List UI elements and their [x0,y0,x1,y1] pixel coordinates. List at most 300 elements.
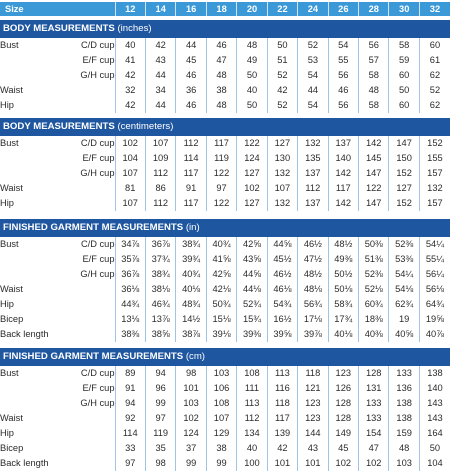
row-sublabel: G/H cup [80,398,115,408]
value-cell: 147 [359,196,389,211]
row-label: Waist [0,183,23,193]
value-cell: 40⅞ [419,327,450,342]
measurement-row [0,196,450,211]
measurement-row [0,366,450,381]
value-cell: 37 [176,441,206,456]
value-cell: 50½ [328,267,358,282]
value-cell: 46 [328,83,358,98]
value-cell: 47 [206,53,236,68]
value-cell: 42⅝ [237,237,267,252]
value-cell: 43 [298,441,328,456]
value-cell: 39⅝ [267,327,297,342]
finished-garment-measurements-cm [0,348,450,471]
value-cell: 50 [267,38,297,53]
value-cell: 140 [328,151,358,166]
value-cell: 36 [176,83,206,98]
value-cell: 147 [359,166,389,181]
value-cell: 121 [298,381,328,396]
row-label: Hip [0,428,14,438]
value-cell: 107 [145,136,175,151]
value-cell: 94 [115,396,145,411]
value-cell: 99 [206,456,236,471]
value-cell: 109 [145,151,175,166]
value-cell: 42 [267,83,297,98]
value-cell: 15⅛ [206,312,236,327]
value-cell: 55¼ [419,252,450,267]
row-sublabel: E/F cup [82,55,115,65]
value-cell: 102 [359,456,389,471]
value-cell: 117 [328,181,358,196]
value-cell: 44 [176,38,206,53]
value-cell: 91 [176,181,206,196]
value-cell: 92 [115,411,145,426]
value-cell: 138 [419,366,450,381]
value-cell: 135 [298,151,328,166]
section-title-cell [0,348,450,366]
value-cell: 122 [206,166,236,181]
value-cell: 44⅝ [237,267,267,282]
value-cell: 57 [359,53,389,68]
value-cell: 98 [176,366,206,381]
value-cell: 56 [328,98,358,113]
value-cell: 36⅞ [145,237,175,252]
value-cell: 44 [298,83,328,98]
row-sublabel [63,98,115,113]
value-cell: 97 [115,456,145,471]
value-cell: 48 [389,441,419,456]
measurement-row [0,83,450,98]
row-sublabel: E/F cup [82,153,115,163]
measurement-row [0,327,450,342]
measurement-row [0,282,450,297]
value-cell: 53⅜ [389,252,419,267]
value-cell: 142 [328,166,358,181]
value-cell: 54 [298,68,328,83]
value-cell: 33 [115,441,145,456]
value-cell: 143 [419,411,450,426]
value-cell: 137 [328,136,358,151]
row-label [0,166,63,181]
section-title-cell [0,118,450,136]
measurement-row [0,411,450,426]
value-cell: 40⅛ [328,327,358,342]
value-cell: 50 [237,68,267,83]
value-cell: 34⅞ [115,237,145,252]
row-label: Hip [0,198,14,208]
row-label [0,381,63,396]
value-cell: 101 [298,456,328,471]
value-cell: 107 [115,166,145,181]
value-cell: 54¼ [389,267,419,282]
row-label: Hip [0,100,14,110]
value-cell: 119 [145,426,175,441]
value-cell: 56 [328,68,358,83]
value-cell: 58 [359,68,389,83]
value-cell: 36⅛ [115,282,145,297]
row-sublabel [63,456,115,471]
value-cell: 52 [419,83,450,98]
value-cell: 152 [389,166,419,181]
value-cell: 127 [237,196,267,211]
section-title-cell [0,20,450,38]
value-cell: 164 [419,426,450,441]
value-cell: 45 [176,53,206,68]
value-cell: 99 [145,396,175,411]
value-cell: 38⅛ [145,282,175,297]
section-unit: (centimeters) [117,121,174,132]
value-cell: 19⅝ [419,312,450,327]
measurement-row [0,166,450,181]
value-cell: 44 [145,98,175,113]
value-cell: 40 [237,441,267,456]
value-cell: 149 [328,426,358,441]
value-cell: 132 [267,166,297,181]
value-cell: 42⅛ [206,282,236,297]
row-label: Back length [0,329,49,339]
value-cell: 103 [176,396,206,411]
value-cell: 131 [359,381,389,396]
value-cell: 50⅜ [359,237,389,252]
value-cell: 52⅜ [389,237,419,252]
value-cell: 62 [419,98,450,113]
value-cell: 48⅛ [298,282,328,297]
value-cell: 129 [206,426,236,441]
value-cell: 118 [298,366,328,381]
value-cell: 128 [359,366,389,381]
row-label [0,252,63,267]
value-cell: 39⅜ [237,327,267,342]
value-cell: 58 [359,98,389,113]
value-cell: 45½ [267,252,297,267]
value-cell: 122 [237,136,267,151]
row-label: Back length [0,458,49,468]
value-cell: 38 [206,83,236,98]
row-sublabel [63,282,115,297]
value-cell: 36⅞ [115,267,145,282]
row-label: Waist [0,85,23,95]
value-cell: 52 [298,38,328,53]
value-cell: 132 [298,136,328,151]
measurement-row [0,381,450,396]
row-label: Waist [0,284,23,294]
size-26: 26 [328,2,358,16]
value-cell: 62 [419,68,450,83]
value-cell: 157 [419,166,450,181]
measurement-row [0,38,450,53]
value-cell: 54¾ [267,297,297,312]
value-cell: 44¾ [115,297,145,312]
body-measurements-inches [0,20,450,113]
value-cell: 61 [419,53,450,68]
value-cell: 48½ [328,237,358,252]
value-cell: 42⅝ [206,267,236,282]
value-cell: 102 [176,411,206,426]
value-cell: 112 [298,181,328,196]
value-cell: 123 [298,411,328,426]
value-cell: 89 [115,366,145,381]
value-cell: 114 [115,426,145,441]
value-cell: 155 [419,151,450,166]
row-label [0,396,63,411]
value-cell: 15¾ [237,312,267,327]
value-cell: 56⅛ [419,282,450,297]
value-cell: 147 [389,136,419,151]
value-cell: 104 [115,151,145,166]
value-cell: 119 [206,151,236,166]
value-cell: 38¾ [176,237,206,252]
section-title-cell [0,219,450,237]
value-cell: 51 [267,53,297,68]
value-cell: 56 [359,38,389,53]
value-cell: 136 [389,381,419,396]
value-cell: 127 [389,181,419,196]
value-cell: 100 [237,456,267,471]
row-sublabel: C/D cup [80,40,115,50]
value-cell: 50 [237,98,267,113]
value-cell: 111 [237,381,267,396]
size-header-table [0,2,450,16]
value-cell: 40 [115,38,145,53]
value-cell: 145 [359,151,389,166]
value-cell: 52⅜ [359,267,389,282]
value-cell: 46½ [298,237,328,252]
value-cell: 38⅝ [145,327,175,342]
value-cell: 133 [359,411,389,426]
value-cell: 142 [359,136,389,151]
value-cell: 46 [176,98,206,113]
value-cell: 40¾ [176,267,206,282]
value-cell: 132 [419,181,450,196]
value-cell: 103 [389,456,419,471]
row-sublabel [63,327,115,342]
value-cell: 113 [237,396,267,411]
value-cell: 123 [298,396,328,411]
value-cell: 38¾ [145,267,175,282]
value-cell: 60 [389,68,419,83]
section-title: BODY MEASUREMENTS [3,121,115,132]
measurement-row [0,136,450,151]
row-sublabel [63,196,115,211]
value-cell: 13⅞ [145,312,175,327]
value-cell: 130 [267,151,297,166]
value-cell: 108 [206,396,236,411]
measurement-row [0,456,450,471]
value-cell: 47½ [298,252,328,267]
row-label: Bicep [0,443,24,453]
value-cell: 126 [328,381,358,396]
value-cell: 51⅜ [359,252,389,267]
value-cell: 102 [115,136,145,151]
value-cell: 139 [267,426,297,441]
row-sublabel: G/H cup [80,70,115,80]
row-sublabel: G/H cup [80,168,115,178]
value-cell: 133 [359,396,389,411]
row-label: Bust [0,138,19,148]
body-measurements-cm [0,118,450,211]
value-cell: 39⅞ [298,327,328,342]
value-cell: 54 [328,38,358,53]
value-cell: 138 [389,411,419,426]
value-cell: 107 [206,411,236,426]
value-cell: 117 [206,136,236,151]
value-cell: 48 [237,38,267,53]
size-14: 14 [145,2,175,16]
row-label: Bicep [0,314,24,324]
row-sublabel [63,441,115,456]
measurement-row [0,151,450,166]
value-cell: 39¾ [176,252,206,267]
value-cell: 127 [237,166,267,181]
value-cell: 124 [237,151,267,166]
value-cell: 133 [389,366,419,381]
value-cell: 122 [206,196,236,211]
row-sublabel: E/F cup [82,254,115,264]
value-cell: 58 [389,38,419,53]
section-title: BODY MEASUREMENTS [3,23,115,34]
value-cell: 59 [389,53,419,68]
value-cell: 86 [145,181,175,196]
measurement-row [0,396,450,411]
value-cell: 42 [115,68,145,83]
size-12: 12 [115,2,145,16]
value-cell: 32 [115,83,145,98]
value-cell: 112 [176,136,206,151]
size-32: 32 [419,2,450,16]
value-cell: 54¼ [419,237,450,252]
value-cell: 14½ [176,312,206,327]
measurement-row [0,312,450,327]
value-cell: 46¾ [145,297,175,312]
value-cell: 40⅝ [389,327,419,342]
row-sublabel: C/D cup [80,239,115,249]
value-cell: 124 [176,426,206,441]
value-cell: 42 [145,38,175,53]
finished-garment-measurements-in [0,219,450,342]
measurement-row [0,98,450,113]
row-label: Bust [0,40,19,50]
value-cell: 127 [267,136,297,151]
value-cell: 114 [176,151,206,166]
value-cell: 142 [328,196,358,211]
value-cell: 38⅞ [176,327,206,342]
value-cell: 41⅝ [206,252,236,267]
value-cell: 97 [206,181,236,196]
value-cell: 42 [267,441,297,456]
value-cell: 50 [389,83,419,98]
value-cell: 38 [206,441,236,456]
value-cell: 52⅛ [359,282,389,297]
value-cell: 117 [176,196,206,211]
row-sublabel [63,312,115,327]
value-cell: 103 [206,366,236,381]
measurement-row [0,181,450,196]
row-sublabel [63,411,115,426]
row-label: Bust [0,239,19,249]
value-cell: 143 [419,396,450,411]
value-cell: 60 [389,98,419,113]
value-cell: 58¾ [328,297,358,312]
size-24: 24 [298,2,328,16]
value-cell: 140 [419,381,450,396]
section-unit: (cm) [185,351,206,362]
value-cell: 62¾ [389,297,419,312]
value-cell: 37¾ [145,252,175,267]
value-cell: 118 [267,396,297,411]
value-cell: 152 [419,136,450,151]
value-cell: 97 [145,411,175,426]
row-sublabel [63,83,115,98]
section-title: FINISHED GARMENT MEASUREMENTS [3,222,184,233]
measurement-row [0,297,450,312]
value-cell: 43 [145,53,175,68]
row-sublabel [63,426,115,441]
value-cell: 13⅛ [115,312,145,327]
value-cell: 117 [267,411,297,426]
value-cell: 108 [237,366,267,381]
value-cell: 18⅜ [359,312,389,327]
value-cell: 53 [298,53,328,68]
value-cell: 102 [237,181,267,196]
value-cell: 128 [328,396,358,411]
measurement-row [0,426,450,441]
value-cell: 52 [267,68,297,83]
value-cell: 157 [419,196,450,211]
row-sublabel: C/D cup [80,138,115,148]
value-cell: 132 [267,196,297,211]
value-cell: 46 [176,68,206,83]
value-cell: 35 [145,441,175,456]
row-label [0,151,63,166]
row-sublabel: G/H cup [80,269,115,279]
measurement-row [0,267,450,282]
value-cell: 54 [298,98,328,113]
value-cell: 48¾ [176,297,206,312]
value-cell: 137 [298,166,328,181]
value-cell: 46⅛ [267,282,297,297]
value-cell: 60 [419,38,450,53]
row-label: Waist [0,413,23,423]
value-cell: 16½ [267,312,297,327]
value-cell: 50¾ [206,297,236,312]
value-cell: 17⅛ [298,312,328,327]
value-cell: 19 [389,312,419,327]
row-sublabel: E/F cup [82,383,115,393]
value-cell: 112 [237,411,267,426]
value-cell: 152 [389,196,419,211]
size-22: 22 [267,2,297,16]
value-cell: 47 [359,441,389,456]
value-cell: 144 [298,426,328,441]
value-cell: 40 [237,83,267,98]
value-cell: 40⅛ [176,282,206,297]
value-cell: 39⅛ [206,327,236,342]
value-cell: 49⅜ [328,252,358,267]
value-cell: 56¼ [419,267,450,282]
size-28: 28 [359,2,389,16]
value-cell: 154 [359,426,389,441]
size-header-row [0,2,450,16]
value-cell: 123 [328,366,358,381]
row-sublabel: C/D cup [80,368,115,378]
value-cell: 46½ [267,267,297,282]
value-cell: 99 [176,456,206,471]
section-header [0,348,450,366]
value-cell: 101 [267,456,297,471]
value-cell: 48 [359,83,389,98]
row-label [0,68,63,83]
section-unit: (in) [185,222,200,233]
value-cell: 159 [389,426,419,441]
